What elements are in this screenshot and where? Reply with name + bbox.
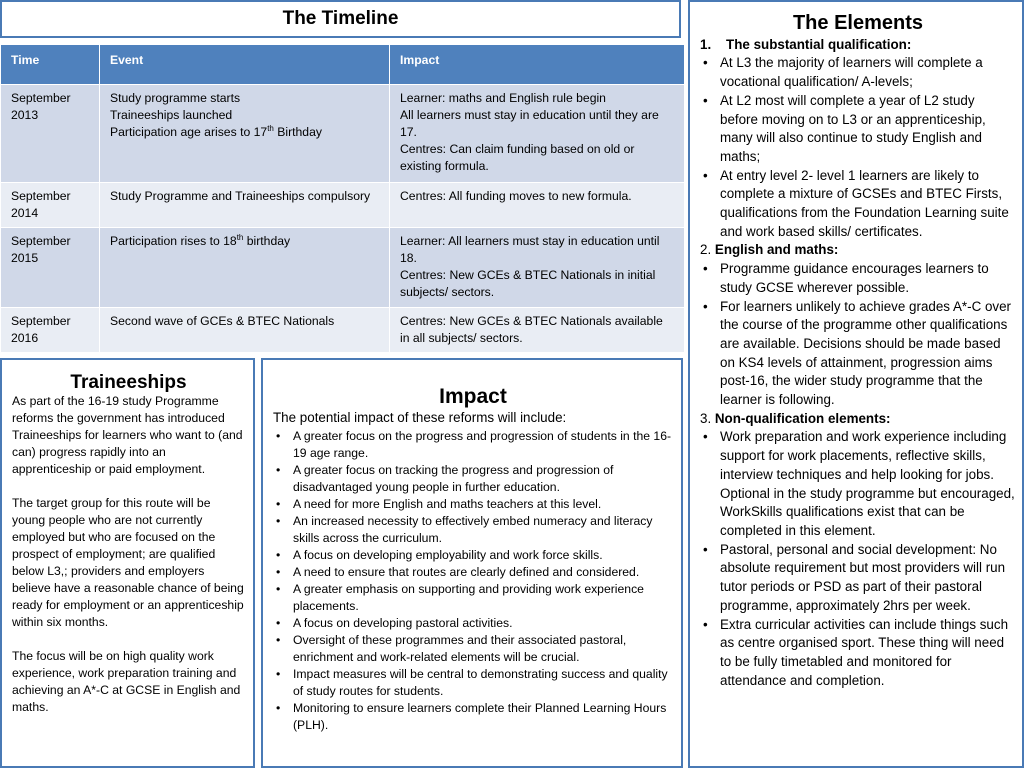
time-cell (1, 183, 100, 228)
column-header-impact: Impact (390, 45, 685, 85)
bullet-list (700, 260, 1016, 410)
table-row (1, 228, 685, 308)
event-cell (100, 85, 390, 183)
table-row (1, 85, 685, 183)
list-item: • At entry level 2- level 1 learners are likely to complete a mixture of GCSEs and BTEC Firsts, qualifications from the Foundation Learning suite and work based skills/ certificates. (700, 167, 1016, 242)
list-item: • A need to ensure that routes are clearly defined and considered. (273, 564, 673, 581)
list-item: • At L2 most will complete a year of L2 study before moving on to L3 or an apprenticeship, many will also continue to study English and maths; (700, 92, 1016, 167)
event-cell (100, 308, 390, 353)
section-number: 3. (700, 410, 715, 426)
list-item: • Impact measures will be central to demonstrating success and quality of study routes for students. (273, 666, 673, 700)
impact-line: Centres: New GCEs & BTEC Nationals in initial subjects/ sectors. (400, 268, 656, 299)
bullet-list (273, 428, 673, 734)
column-header-event: Event (100, 45, 390, 85)
timeline-title-panel (0, 0, 681, 38)
impact-line: Learner: All learners must stay in education until 18. (400, 234, 660, 265)
list-item: • Work preparation and work experience including support for work placements, reflective skills, interview techniques and help looking for jobs. Optional in the study programme but encouraged, WorkSkills qualifications exist that can be completed in this element. (700, 428, 1016, 540)
list-item: • Pastoral, personal and social development: No absolute requirement but most providers will run tutor periods or PSD as part of their pastoral programme, approximately 2hrs per week. (700, 541, 1016, 616)
time-month: September (11, 234, 71, 248)
section-heading-english-maths (700, 241, 1016, 260)
impact-line: Centres: New GCEs & BTEC Nationals available in all subjects/ sectors. (400, 314, 663, 345)
time-year: 2015 (11, 251, 39, 265)
elements-panel (688, 0, 1024, 768)
timeline-table-container (0, 44, 684, 353)
event-cell (100, 183, 390, 228)
list-item: • A greater emphasis on supporting and providing work experience placements. (273, 581, 673, 615)
time-month: September (11, 91, 71, 105)
time-month: September (11, 189, 71, 203)
section-heading-non-qualification (700, 410, 1016, 429)
paragraph: The focus will be on high quality work experience, work preparation training and achieving an A*-C at GCSE in English and maths. (12, 649, 241, 714)
timeline-title: The Timeline (282, 8, 399, 29)
impact-panel (261, 358, 683, 768)
time-year: 2013 (11, 108, 39, 122)
event-line: Traineeships launched (110, 108, 233, 122)
list-item: • For learners unlikely to achieve grades A*-C over the course of the programme other qualifications are available. Decisions should be made based on KS4 levels of attainment, progression aims post-16, the wider study programme that the learner is following. (700, 298, 1016, 410)
impact-title: Impact (439, 385, 507, 408)
event-line-sup: Participation age arises to 17th Birthday (110, 123, 322, 139)
section-heading-text: Non-qualification elements: (714, 410, 891, 426)
list-item: • A greater focus on tracking the progress and progression of disadvantaged young people in further education. (273, 462, 673, 496)
list-item: • Extra curricular activities can include things such as centre organised sport. These thing will need to be fully timetabled and monitored for attendance and completion. (700, 616, 1016, 691)
event-line: Second wave of GCEs & BTEC Nationals (110, 314, 335, 328)
list-item: • A need for more English and maths teachers at this level. (273, 496, 673, 513)
event-cell (100, 228, 390, 308)
impact-cell (390, 308, 685, 353)
table-header-row (1, 45, 685, 85)
elements-title: The Elements (792, 12, 924, 34)
section-number: 2. (700, 242, 715, 258)
bullet-list (700, 428, 1016, 690)
event-line-sup: Participation rises to 18th birthday (110, 232, 291, 248)
time-year: 2014 (11, 206, 39, 220)
impact-line: Centres: Can claim funding based on old or existing formula. (400, 142, 635, 173)
timeline-table (0, 44, 685, 353)
time-month: September (11, 314, 71, 328)
column-header-time: Time (1, 45, 100, 85)
time-cell (1, 308, 100, 353)
time-cell (1, 85, 100, 183)
list-item: • At L3 the majority of learners will complete a vocational qualification/ A-levels; (700, 54, 1016, 91)
impact-intro: The potential impact of these reforms will include: (273, 410, 567, 425)
list-item: • A focus on developing employability and work force skills. (273, 547, 673, 564)
list-item: • An increased necessity to effectively embed numeracy and literacy skills across the curriculum. (273, 513, 673, 547)
section-heading-substantial-qualification: 1. The substantial qualification: (700, 36, 912, 52)
impact-cell (390, 183, 685, 228)
impact-line: Centres: All funding moves to new formula. (400, 189, 632, 203)
list-item: • Oversight of these programmes and their associated pastoral, enrichment and work-related elements will be crucial. (273, 632, 673, 666)
impact-cell (390, 85, 685, 183)
list-item: • Programme guidance encourages learners to study GCSE wherever possible. (700, 260, 1016, 297)
time-cell (1, 228, 100, 308)
list-item: • Monitoring to ensure learners complete their Planned Learning Hours (PLH). (273, 700, 673, 734)
section-heading-text: English and maths: (714, 242, 839, 258)
table-row (1, 308, 685, 353)
impact-cell (390, 228, 685, 308)
list-item: • A focus on developing pastoral activities. (273, 615, 673, 632)
impact-line: Learner: maths and English rule begin (400, 91, 606, 105)
traineeships-title: Traineeships (70, 372, 187, 393)
traineeships-panel (0, 358, 255, 768)
event-line: Study programme starts (110, 91, 241, 105)
bullet-list (700, 54, 1016, 241)
table-row (1, 183, 685, 228)
event-line: Study Programme and Traineeships compulsory (110, 189, 371, 203)
paragraph: The target group for this route will be young people who are not currently employed but who are focused on the prospect of employment; are qualified below L3,; providers and employers believe have a reasonable chance of being ready for employment or an apprenticeship within six months. (12, 496, 244, 629)
time-year: 2016 (11, 331, 39, 345)
impact-line: All learners must stay in education until they are 17. (400, 108, 659, 139)
list-item: • A greater focus on the progress and progression of students in the 16-19 age range. (273, 428, 673, 462)
paragraph: As part of the 16-19 study Programme reforms the government has introduced Traineeships for learners who want to (and can) progress rapidly into an apprenticeship or paid employment. (12, 394, 243, 476)
